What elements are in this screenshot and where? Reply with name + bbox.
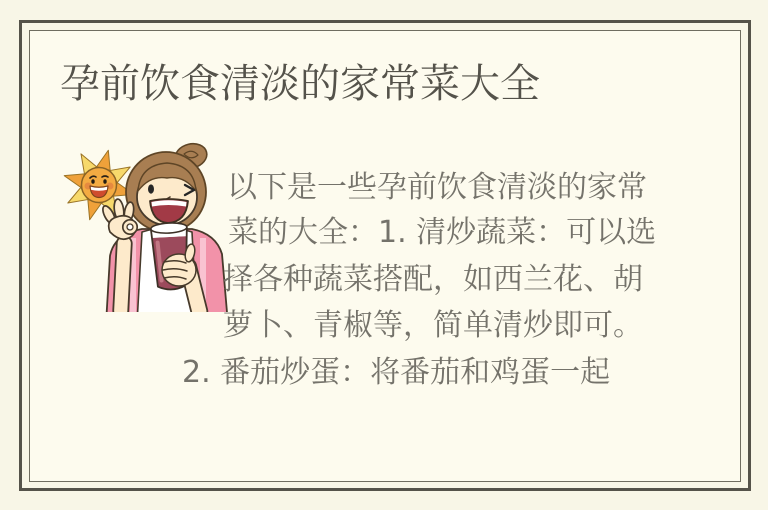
- woman-figure: [100, 140, 228, 312]
- article-title: 孕前饮食清淡的家常菜大全: [60, 61, 540, 107]
- article-line: 以下是一些孕前饮食清淡的家常: [227, 170, 647, 205]
- article-line: 择各种蔬菜搭配，如西兰花、胡: [223, 262, 643, 297]
- woman-with-drink-illustration: [58, 140, 238, 312]
- article-line: 2. 番茄炒蛋：将番茄和鸡蛋一起: [182, 355, 611, 390]
- article-line: 萝卜、青椒等，简单清炒即可。: [223, 308, 643, 343]
- illustration-svg: [58, 140, 238, 312]
- article-line: 菜的大全：1. 清炒蔬菜：可以选: [228, 215, 657, 250]
